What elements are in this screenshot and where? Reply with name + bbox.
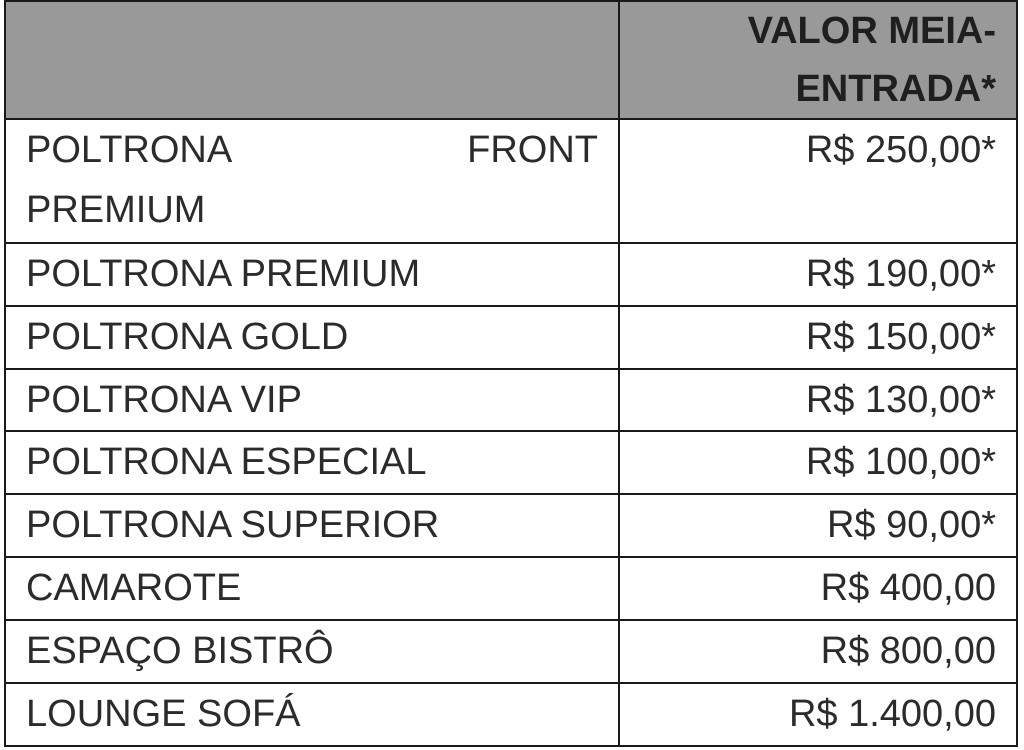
header-empty-cell (5, 1, 619, 119)
seat-name-line2: PREMIUM (26, 189, 206, 231)
seat-name-word: POLTRONA (26, 129, 233, 171)
seat-name-cell: POLTRONA GOLD (5, 306, 619, 369)
table-row (5, 119, 1017, 243)
header-price-cell (619, 1, 1017, 119)
seat-name-word: FRONT (467, 129, 598, 171)
table-row (5, 683, 1017, 746)
price-cell: R$ 130,00* (619, 369, 1017, 432)
seat-name-cell: POLTRONA PREMIUM (5, 243, 619, 306)
price-cell: R$ 1.400,00 (619, 683, 1017, 746)
table-row (5, 369, 1017, 432)
table-row (5, 557, 1017, 620)
seat-name-cell: CAMAROTE (5, 557, 619, 620)
price-table-container (4, 0, 1016, 747)
seat-name-cell: LOUNGE SOFÁ (5, 683, 619, 746)
seat-name-cell: POLTRONA SUPERIOR (5, 494, 619, 557)
table-row (5, 494, 1017, 557)
table-row (5, 431, 1017, 494)
price-cell: R$ 90,00* (619, 494, 1017, 557)
seat-name-line1 (26, 120, 598, 180)
price-cell: R$ 250,00* (619, 119, 1017, 243)
header-price-label-line2: ENTRADA* (795, 68, 996, 110)
seat-name-cell: ESPAÇO BISTRÔ (5, 620, 619, 683)
price-cell: R$ 100,00* (619, 431, 1017, 494)
seat-name-cell: POLTRONA ESPECIAL (5, 431, 619, 494)
table-row (5, 243, 1017, 306)
price-cell: R$ 150,00* (619, 306, 1017, 369)
header-price-label-line1: VALOR MEIA- (747, 10, 996, 52)
price-cell: R$ 800,00 (619, 620, 1017, 683)
seat-name-cell: POLTRONA VIP (5, 369, 619, 432)
table-row (5, 620, 1017, 683)
price-cell: R$ 400,00 (619, 557, 1017, 620)
price-cell: R$ 190,00* (619, 243, 1017, 306)
price-table (4, 0, 1018, 747)
seat-name-cell (5, 119, 619, 243)
table-row (5, 306, 1017, 369)
table-header-row (5, 1, 1017, 119)
